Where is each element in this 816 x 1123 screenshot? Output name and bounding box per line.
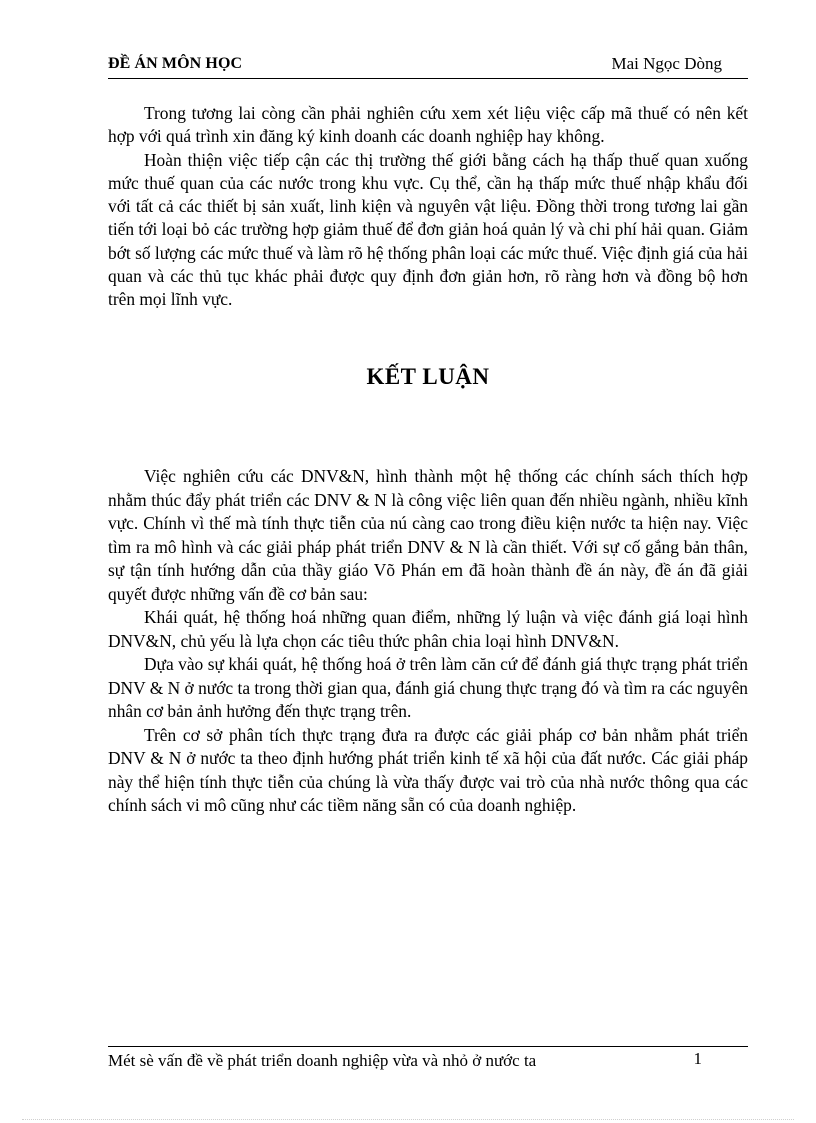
- conclusion-paragraph: Việc nghiên cứu các DNV&N, hình thành một hệ thống các chính sách thích hợp nhằm thúc đẩy phát triển các DNV & N là công việc liên quan đến nhiều ngành, nhiều kĩnh vực. Chính vì thế mà tính thực tiễn của nú càng cao trong điều kiện nước ta hiện nay. Việc tìm ra mô hình và các giải pháp phát triển DNV & N là cần thiết. Với sự cố gắng bản thân, sự tận tính hướng dẫn của thầy giáo Võ Phán em đã hoàn thành đề án này, đề án đã giải quyết được những vấn đề cơ bản sau:: [108, 466, 748, 604]
- page-edge-divider: [22, 1119, 794, 1120]
- page-footer: [108, 1046, 748, 1075]
- body-paragraph: Hoàn thiện việc tiếp cận các thị trường thế giới bằng cách hạ thấp thuế quan xuống mức thuế quan của các nước trong khu vực. Cụ thể, cần hạ thấp mức thuế nhập khẩu đối với tất cả các thiết bị sản xuất, linh kiện và nguyên vật liệu. Đồng thời trong tương lai gần tiến tới loại bỏ các trường hợp giảm thuế để đơn giản hoá quản lý và chi phí hải quan. Giảm bớt số lượng các mức thuế và làm rõ hệ thống phân loại các mức thuế. Việc định giá của hải quan và các thủ tục khác phải được quy định đơn giản hơn, rõ ràng hơn và đồng bộ hơn trên mọi lĩnh vực.: [108, 149, 748, 310]
- conclusion-heading: KẾT LUẬN: [366, 364, 490, 389]
- conclusion-paragraph: Khái quát, hệ thống hoá những quan điểm, những lý luận và việc đánh giá loại hình DNV&N, chủ yếu là lựa chọn các tiêu thức phân chia loại hình DNV&N.: [108, 607, 748, 651]
- conclusion-paragraph: Trên cơ sở phân tích thực trạng đưa ra được các giải pháp cơ bản nhằm phát triển DNV & N ở nước ta theo định hướng phát triển kinh tế xã hội của đất nước. Các giải pháp này thể hiện tính thực tiễn của chúng là vừa thấy được vai trò của nhà nước thông qua các chính sách vi mô cũng như các tiềm năng sẵn có của doanh nghiệp.: [108, 724, 748, 815]
- header-course-title: ĐỀ ÁN MÔN HỌC: [108, 55, 243, 72]
- body-paragraph: Trong tương lai còng cần phải nghiên cứu xem xét liệu việc cấp mã thuế có nên kết hợp với quá trình xin đăng ký kinh doanh các doanh nghiệp hay không.: [108, 103, 748, 147]
- header-author-name: Mai Ngọc Dòng: [611, 54, 722, 73]
- conclusion-section: [108, 465, 748, 818]
- page-number: 1: [693, 1049, 702, 1068]
- footer-title: Mét sè vấn đề về phát triển doanh nghiệp vừa và nhỏ ở nước ta: [108, 1051, 537, 1070]
- page-header: [108, 52, 748, 79]
- intro-section: [108, 102, 748, 312]
- conclusion-paragraph: Dựa vào sự khái quát, hệ thống hoá ở trên làm căn cứ để đánh giá thực trạng phát triển DNV & N ở nước ta trong thời gian qua, đánh giá chung thực trạng đó và tìm ra các nguyên nhân cơ bản ảnh hưởng đến thực trạng trên.: [108, 654, 748, 721]
